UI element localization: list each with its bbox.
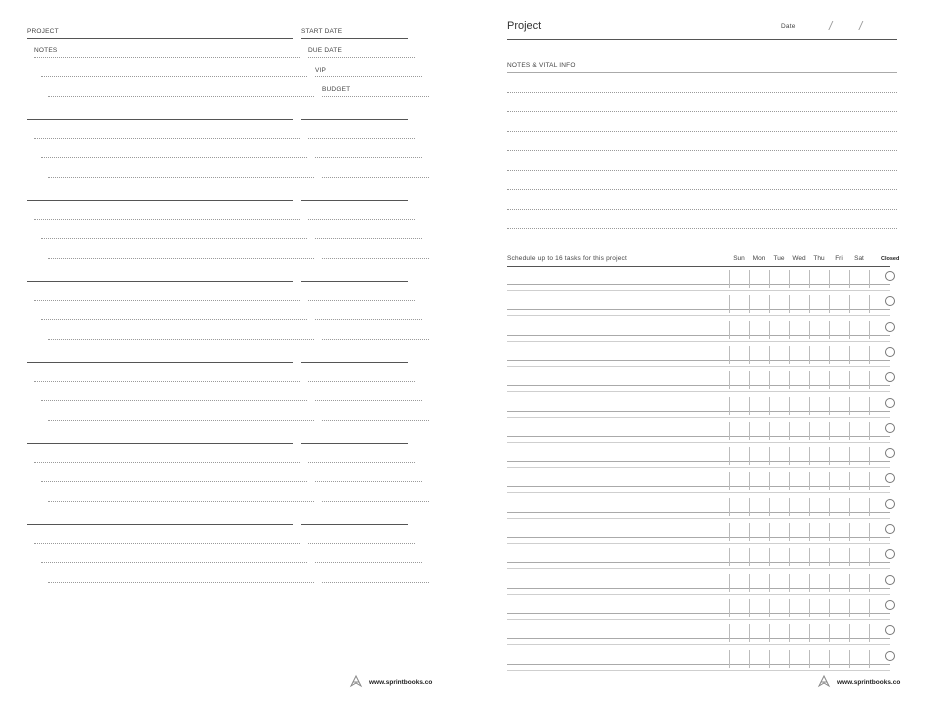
day-cell-divider — [789, 422, 790, 440]
day-cell-divider — [869, 321, 870, 339]
day-cell-divider — [809, 422, 810, 440]
day-cell-divider — [729, 548, 730, 566]
day-cell-divider — [789, 346, 790, 364]
schedule-label: Schedule up to 16 tasks for this project — [507, 255, 628, 262]
day-cell-divider — [869, 397, 870, 415]
day-cell-divider — [849, 523, 850, 541]
task-line — [507, 436, 890, 437]
budget-line — [322, 501, 429, 502]
day-cell-divider — [829, 498, 830, 516]
notes-line — [48, 501, 314, 502]
day-cell-divider — [809, 650, 810, 668]
day-cell-divider — [869, 371, 870, 389]
day-cell-divider — [789, 624, 790, 642]
day-cell-divider — [849, 321, 850, 339]
notes-line — [41, 400, 307, 401]
notes-line — [34, 219, 300, 220]
task-sub-line — [507, 670, 890, 671]
day-cell-divider — [749, 548, 750, 566]
day-cell-divider — [869, 447, 870, 465]
day-cell-divider — [849, 346, 850, 364]
day-cell-divider — [809, 624, 810, 642]
task-line — [507, 360, 890, 361]
due-date-line — [308, 57, 415, 58]
day-cell-divider — [749, 650, 750, 668]
day-cell-divider — [769, 295, 770, 313]
task-line — [507, 411, 890, 412]
day-cell-divider — [749, 422, 750, 440]
day-cell-divider — [869, 295, 870, 313]
vip-line — [315, 76, 422, 77]
notes-line — [34, 462, 300, 463]
budget-line — [322, 582, 429, 583]
day-cell-divider — [849, 397, 850, 415]
task-line — [507, 664, 890, 665]
task-sub-line — [507, 391, 890, 392]
day-cell-divider — [829, 422, 830, 440]
notes-line — [34, 57, 300, 58]
closed-checkbox[interactable] — [885, 347, 895, 357]
day-cell-divider — [789, 321, 790, 339]
start-date-line — [301, 119, 408, 120]
day-cell-divider — [749, 498, 750, 516]
day-cell-divider — [849, 548, 850, 566]
closed-checkbox[interactable] — [885, 549, 895, 559]
day-cell-divider — [829, 447, 830, 465]
project-line — [27, 362, 293, 363]
day-cell-divider — [849, 270, 850, 288]
notes-line — [41, 319, 307, 320]
task-line — [507, 335, 890, 336]
day-cell-divider — [789, 650, 790, 668]
task-line — [507, 309, 890, 310]
day-cell-divider — [729, 650, 730, 668]
day-cell-divider — [789, 371, 790, 389]
task-sub-line — [507, 366, 890, 367]
notes-line — [41, 76, 307, 77]
day-cell-divider — [729, 321, 730, 339]
notes-vital-label: NOTES & VITAL INFO — [507, 62, 576, 69]
notes-line — [507, 92, 897, 93]
start-date-label: START DATE — [301, 28, 343, 35]
day-cell-divider — [749, 574, 750, 592]
day-cell-divider — [829, 371, 830, 389]
day-header-sat: Sat — [854, 255, 864, 262]
notes-line — [48, 96, 314, 97]
day-cell-divider — [809, 295, 810, 313]
day-cell-divider — [729, 422, 730, 440]
day-cell-divider — [769, 574, 770, 592]
day-cell-divider — [729, 574, 730, 592]
day-cell-divider — [869, 574, 870, 592]
due-date-line — [308, 381, 415, 382]
closed-checkbox[interactable] — [885, 372, 895, 382]
start-date-line — [301, 362, 408, 363]
day-cell-divider — [789, 447, 790, 465]
notes-line — [507, 111, 897, 112]
title-underline — [507, 39, 897, 40]
start-date-line — [301, 443, 408, 444]
day-cell-divider — [869, 346, 870, 364]
day-cell-divider — [769, 498, 770, 516]
date-label: Date — [781, 23, 796, 30]
due-date-label: DUE DATE — [308, 47, 342, 54]
budget-line — [322, 258, 429, 259]
notes-line — [507, 228, 897, 229]
notes-line — [34, 300, 300, 301]
day-cell-divider — [849, 574, 850, 592]
day-cell-divider — [769, 371, 770, 389]
day-cell-divider — [809, 270, 810, 288]
day-header-mon: Mon — [752, 255, 766, 262]
task-sub-line — [507, 518, 890, 519]
day-cell-divider — [769, 321, 770, 339]
day-header-thu: Thu — [813, 255, 825, 262]
day-cell-divider — [849, 650, 850, 668]
vip-line — [315, 238, 422, 239]
day-cell-divider — [769, 472, 770, 490]
footer-url: www.sprintbooks.co — [369, 679, 433, 686]
notes-line — [507, 209, 897, 210]
notes-line — [48, 177, 314, 178]
task-sub-line — [507, 594, 890, 595]
notes-line — [41, 481, 307, 482]
closed-label: Closed — [881, 256, 900, 262]
day-cell-divider — [829, 624, 830, 642]
day-cell-divider — [829, 650, 830, 668]
day-header-tue: Tue — [773, 255, 785, 262]
day-cell-divider — [769, 624, 770, 642]
closed-checkbox[interactable] — [885, 448, 895, 458]
day-cell-divider — [869, 472, 870, 490]
day-cell-divider — [829, 397, 830, 415]
task-sub-line — [507, 341, 890, 342]
task-sub-line — [507, 619, 890, 620]
day-cell-divider — [789, 599, 790, 617]
day-cell-divider — [749, 295, 750, 313]
closed-checkbox[interactable] — [885, 473, 895, 483]
task-sub-line — [507, 467, 890, 468]
day-cell-divider — [769, 447, 770, 465]
day-cell-divider — [769, 650, 770, 668]
day-cell-divider — [749, 523, 750, 541]
task-sub-line — [507, 568, 890, 569]
project-line — [27, 281, 293, 282]
day-cell-divider — [769, 523, 770, 541]
day-cell-divider — [809, 371, 810, 389]
day-cell-divider — [789, 397, 790, 415]
task-line — [507, 385, 890, 386]
date-slash-2: / — [859, 19, 863, 33]
day-cell-divider — [849, 295, 850, 313]
day-cell-divider — [869, 523, 870, 541]
project-line — [27, 119, 293, 120]
day-cell-divider — [809, 599, 810, 617]
notes-line — [507, 189, 897, 190]
day-cell-divider — [729, 371, 730, 389]
day-cell-divider — [729, 523, 730, 541]
day-cell-divider — [849, 447, 850, 465]
start-date-line — [301, 200, 408, 201]
start-date-line — [301, 524, 408, 525]
task-sub-line — [507, 290, 890, 291]
day-cell-divider — [749, 624, 750, 642]
day-cell-divider — [769, 548, 770, 566]
closed-checkbox[interactable] — [885, 322, 895, 332]
closed-checkbox[interactable] — [885, 625, 895, 635]
closed-checkbox[interactable] — [885, 600, 895, 610]
day-cell-divider — [729, 346, 730, 364]
notes-line — [507, 150, 897, 151]
notes-line — [48, 420, 314, 421]
closed-checkbox[interactable] — [885, 575, 895, 585]
day-cell-divider — [789, 295, 790, 313]
day-cell-divider — [809, 346, 810, 364]
notes-line — [507, 131, 897, 132]
day-cell-divider — [789, 574, 790, 592]
task-line — [507, 284, 890, 285]
day-cell-divider — [729, 472, 730, 490]
day-cell-divider — [849, 498, 850, 516]
date-slash-1: / — [829, 19, 833, 33]
day-cell-divider — [729, 447, 730, 465]
vip-line — [315, 481, 422, 482]
budget-line — [322, 339, 429, 340]
project-line — [27, 524, 293, 525]
schedule-header-rule — [507, 266, 890, 267]
task-line — [507, 537, 890, 538]
day-cell-divider — [769, 599, 770, 617]
day-cell-divider — [809, 498, 810, 516]
day-cell-divider — [809, 472, 810, 490]
sprintbooks-logo — [348, 674, 364, 695]
day-cell-divider — [809, 523, 810, 541]
day-header-wed: Wed — [792, 255, 806, 262]
closed-checkbox[interactable] — [885, 499, 895, 509]
task-line — [507, 588, 890, 589]
day-header-sun: Sun — [733, 255, 745, 262]
vip-line — [315, 157, 422, 158]
day-cell-divider — [869, 498, 870, 516]
day-cell-divider — [789, 548, 790, 566]
day-cell-divider — [769, 422, 770, 440]
day-cell-divider — [829, 599, 830, 617]
day-cell-divider — [869, 650, 870, 668]
day-cell-divider — [869, 548, 870, 566]
footer-url-right: www.sprintbooks.co — [837, 679, 901, 686]
closed-checkbox[interactable] — [885, 423, 895, 433]
closed-checkbox[interactable] — [885, 271, 895, 281]
task-line — [507, 562, 890, 563]
notes-line — [34, 543, 300, 544]
task-line — [507, 638, 890, 639]
day-cell-divider — [789, 523, 790, 541]
task-line — [507, 613, 890, 614]
day-cell-divider — [789, 498, 790, 516]
day-cell-divider — [869, 599, 870, 617]
day-cell-divider — [729, 498, 730, 516]
day-cell-divider — [869, 270, 870, 288]
notes-line — [41, 238, 307, 239]
notes-line — [41, 157, 307, 158]
notes-line — [507, 170, 897, 171]
notes-label: NOTES — [34, 47, 58, 54]
day-cell-divider — [869, 422, 870, 440]
closed-checkbox[interactable] — [885, 524, 895, 534]
start-date-line — [301, 281, 408, 282]
day-cell-divider — [749, 599, 750, 617]
day-cell-divider — [809, 548, 810, 566]
vip-label: VIP — [315, 67, 327, 74]
closed-checkbox[interactable] — [885, 398, 895, 408]
day-cell-divider — [729, 295, 730, 313]
task-line — [507, 512, 890, 513]
project-line — [27, 38, 293, 39]
project-line — [27, 200, 293, 201]
day-cell-divider — [749, 270, 750, 288]
day-cell-divider — [849, 624, 850, 642]
day-cell-divider — [749, 371, 750, 389]
due-date-line — [308, 300, 415, 301]
day-cell-divider — [829, 574, 830, 592]
due-date-line — [308, 543, 415, 544]
budget-line — [322, 96, 429, 97]
day-cell-divider — [789, 270, 790, 288]
day-cell-divider — [829, 523, 830, 541]
due-date-line — [308, 138, 415, 139]
day-cell-divider — [729, 270, 730, 288]
day-cell-divider — [729, 397, 730, 415]
day-cell-divider — [849, 472, 850, 490]
budget-line — [322, 177, 429, 178]
notes-line — [34, 138, 300, 139]
closed-checkbox[interactable] — [885, 651, 895, 661]
notes-line — [507, 72, 897, 73]
day-cell-divider — [769, 270, 770, 288]
day-cell-divider — [829, 321, 830, 339]
day-cell-divider — [789, 472, 790, 490]
day-cell-divider — [829, 270, 830, 288]
task-sub-line — [507, 543, 890, 544]
day-cell-divider — [849, 599, 850, 617]
day-cell-divider — [749, 447, 750, 465]
day-cell-divider — [829, 346, 830, 364]
due-date-line — [308, 219, 415, 220]
day-cell-divider — [869, 624, 870, 642]
vip-line — [315, 319, 422, 320]
project-label: PROJECT — [27, 28, 59, 35]
day-cell-divider — [829, 472, 830, 490]
budget-label: BUDGET — [322, 86, 351, 93]
day-cell-divider — [809, 447, 810, 465]
closed-checkbox[interactable] — [885, 296, 895, 306]
day-cell-divider — [749, 472, 750, 490]
task-line — [507, 461, 890, 462]
day-cell-divider — [769, 397, 770, 415]
day-cell-divider — [769, 346, 770, 364]
day-cell-divider — [829, 548, 830, 566]
vip-line — [315, 562, 422, 563]
day-cell-divider — [849, 422, 850, 440]
day-cell-divider — [749, 346, 750, 364]
day-cell-divider — [809, 397, 810, 415]
day-cell-divider — [849, 371, 850, 389]
task-sub-line — [507, 644, 890, 645]
day-cell-divider — [729, 624, 730, 642]
task-sub-line — [507, 417, 890, 418]
notes-line — [34, 381, 300, 382]
task-sub-line — [507, 492, 890, 493]
start-date-line — [301, 38, 408, 39]
due-date-line — [308, 462, 415, 463]
budget-line — [322, 420, 429, 421]
day-cell-divider — [749, 321, 750, 339]
sprintbooks-logo-right — [816, 674, 832, 695]
day-cell-divider — [729, 599, 730, 617]
notes-line — [48, 258, 314, 259]
notes-line — [41, 562, 307, 563]
notes-line — [48, 339, 314, 340]
project-line — [27, 443, 293, 444]
notes-line — [48, 582, 314, 583]
vip-line — [315, 400, 422, 401]
day-cell-divider — [809, 574, 810, 592]
task-sub-line — [507, 442, 890, 443]
task-sub-line — [507, 315, 890, 316]
day-cell-divider — [749, 397, 750, 415]
page-title: Project — [507, 20, 542, 32]
day-header-fri: Fri — [835, 255, 843, 262]
day-cell-divider — [829, 295, 830, 313]
day-cell-divider — [809, 321, 810, 339]
task-line — [507, 486, 890, 487]
